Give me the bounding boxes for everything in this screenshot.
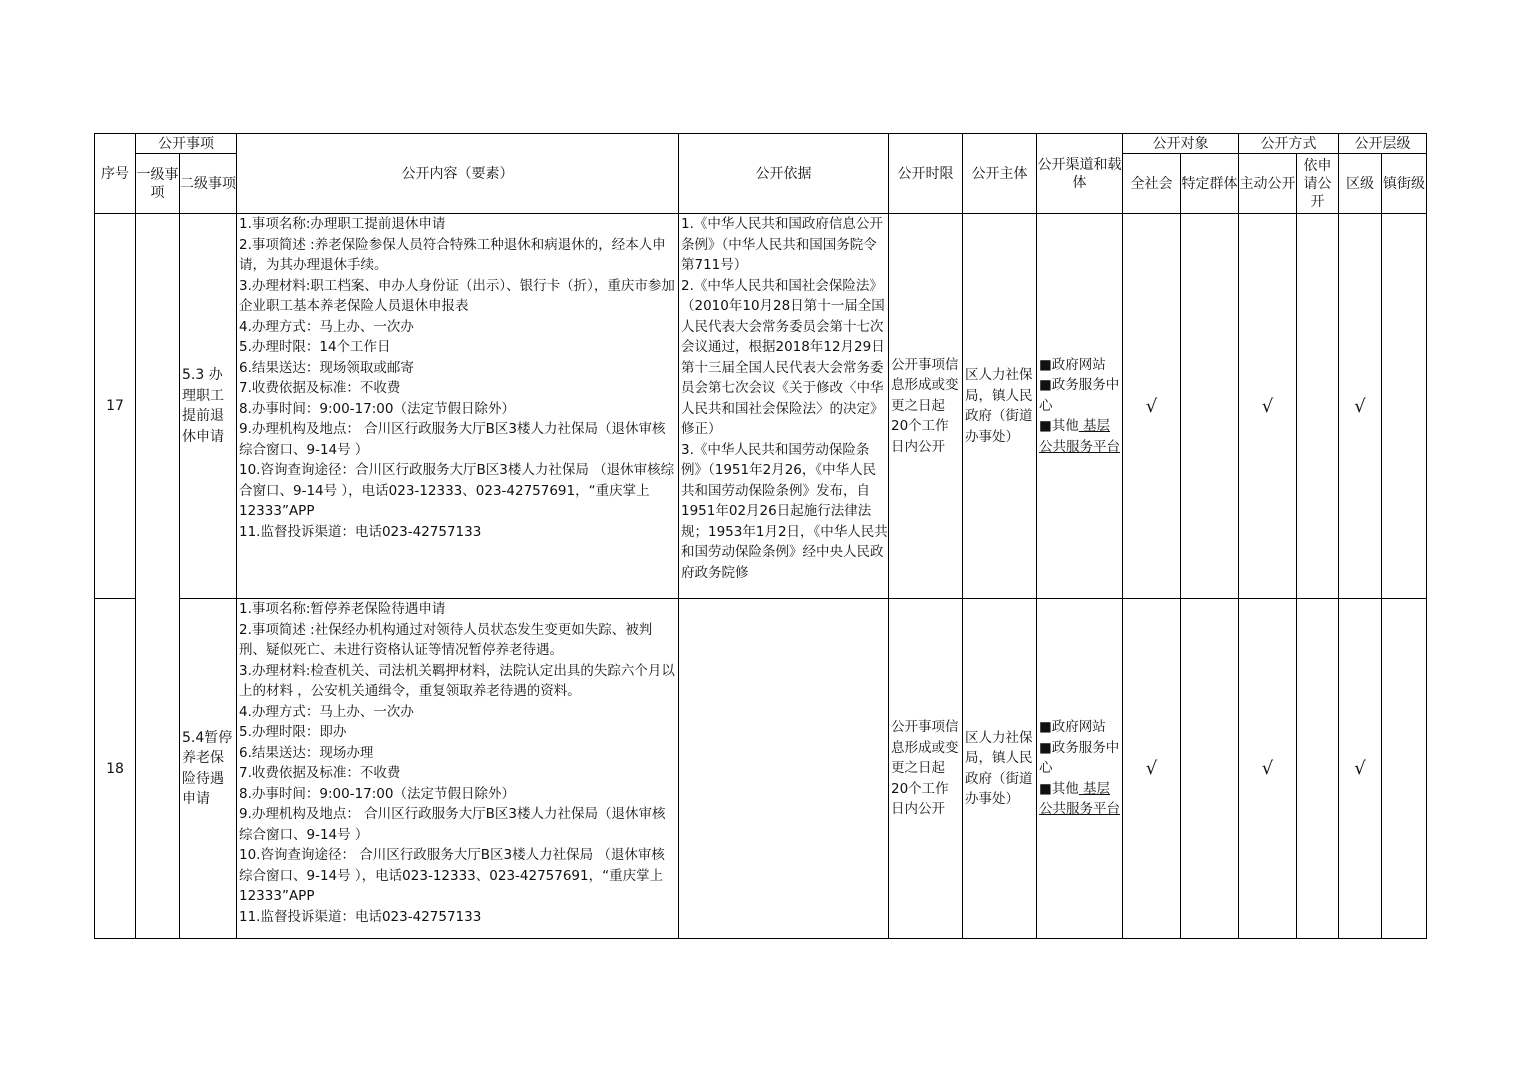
row-seq: 17 [95, 214, 136, 599]
row-seq: 18 [95, 599, 136, 939]
channel-other-platform: 基层公共服务平台 [1039, 780, 1120, 818]
check-level-district: √ [1339, 599, 1382, 939]
channel-item-website: ■政府网站 [1039, 356, 1106, 373]
disclosure-table [94, 133, 1427, 939]
row-content: 1.事项名称:办理职工提前退休申请 2.事项简述 :养老保险参保人员符合特殊工种退休和病退休的，经本人申请，为其办理退休手续。 3.办理材料:职工档案、申办人身份证（出示）、银行卡（折），重庆市参加企业职工基本养老保险人员退休申报表 4.办理方式：马上办、一次办 5.办理时限：14个工作日 6.结果送达：现场领取或邮寄 7.收费依据及标准：不收费 8.办事时间：9:00-17:00（法定节假日除外） 9.办理机构及地点： 合川区行政服务大厅B区3楼人力社保局（退休审核综合窗口、9-14号 ） 10.咨询查询途径：合川区行政服务大厅B区3楼人力社保局 （退休审核综合窗口、9-14号 ），电话023-12333、023-42757691，“重庆掌上12333”APP 11.监督投诉渠道：电话023-42757133 [239, 216, 675, 540]
row-channel [1037, 214, 1123, 599]
row-basis-cell [679, 599, 889, 939]
row-content: 1.事项名称:暂停养老保险待遇申请 2.事项简述 :社保经办机构通过对领待人员状态发生变更如失踪、被判刑、疑似死亡、未进行资格认证等情况暂停养老待遇。 3.办理材料:检查机关、司法机关羁押材料，法院认定出具的失踪六个月以上的材料 ，公安机关通缉令，重复领取养老待遇的资料。 4.办理方式：马上办、一次办 5.办理时限：即办 6.结果送达：现场办理 7.收费依据及标准：不收费 8.办事时间：9:00-17:00（法定节假日除外） 9.办理机构及地点： 合川区行政服务大厅B区3楼人力社保局（退休审核综合窗口、9-14号 ） 10.咨询查询途径： 合川区行政服务大厅B区3楼人力社保局 （退休审核综合窗口、9-14号 ），电话023-12333、023-42757691，“重庆掌上12333”APP 11.监督投诉渠道：电话023-42757133 [239, 601, 675, 925]
header-items-group: 公开事项 [136, 134, 237, 154]
channel-item-other [1039, 779, 1122, 820]
channel-other-label: ■其他 [1039, 418, 1079, 435]
header-subject: 公开主体 [963, 134, 1037, 214]
check-level-town [1382, 214, 1427, 599]
header-row-1 [95, 134, 1427, 154]
check-target-specific [1181, 214, 1239, 599]
table-row [95, 599, 1427, 939]
check-mode-active: √ [1239, 599, 1297, 939]
header-target-specific: 特定群体 [1181, 154, 1239, 214]
row-level2: 5.4暂停养老保险待遇申请 [180, 599, 237, 939]
header-level-group: 公开层级 [1339, 134, 1427, 154]
row-level2: 5.3 办理职工提前退休申请 [180, 214, 237, 599]
table-row [95, 214, 1427, 599]
row-subject: 区人力社保局，镇人民政府（街道办事处） [963, 599, 1037, 939]
header-time-limit: 公开时限 [889, 134, 963, 214]
row-content-cell [237, 599, 679, 939]
check-target-specific [1181, 599, 1239, 939]
check-mode-request [1297, 214, 1339, 599]
channel-item-other [1039, 416, 1122, 457]
header-level2: 二级事项 [180, 154, 237, 214]
check-target-all: √ [1123, 599, 1181, 939]
header-channel: 公开渠道和载体 [1037, 134, 1123, 214]
row-time-limit: 公开事项信息形成或变更之日起20个工作日内公开 [889, 214, 963, 599]
channel-item-service-center: ■政务服务中心 [1039, 739, 1120, 777]
header-level-town: 镇街级 [1382, 154, 1427, 214]
check-target-all: √ [1123, 214, 1181, 599]
header-basis: 公开依据 [679, 134, 889, 214]
header-target-all: 全社会 [1123, 154, 1181, 214]
row-subject: 区人力社保局，镇人民政府（街道办事处） [963, 214, 1037, 599]
row-time-limit: 公开事项信息形成或变更之日起20个工作日内公开 [889, 599, 963, 939]
header-level1: 一级事项 [136, 154, 180, 214]
row-channel [1037, 599, 1123, 939]
check-level-district: √ [1339, 214, 1382, 599]
header-level-district: 区级 [1339, 154, 1382, 214]
channel-item-service-center: ■政务服务中心 [1039, 377, 1120, 414]
header-target-group: 公开对象 [1123, 134, 1239, 154]
row-content-cell [237, 214, 679, 599]
row-basis-cell [679, 214, 889, 599]
channel-item-website: ■政府网站 [1039, 719, 1106, 736]
check-mode-active: √ [1239, 214, 1297, 599]
row-basis: 1.《中华人民共和国政府信息公开条例》（中华人民共和国国务院令第711号） 2.《中华人民共和国社会保险法》（2010年10月28日第十一届全国人民代表大会常务委员会第十七次会议通过，根据2018年12月29日第十三届全国人民代表大会常务委员会第七次会议《关于修改〈中华人民共和国社会保险法〉的决定》修正） 3.《中华人民共和国劳动保险条例》（1951年2月26，《中华人民共和国劳动保险条例》发布，自1951年02月26日起施行法律法规；1953年1月2日，《中华人民共和国劳动保险条例》经中央人民政府政务院修 [681, 216, 888, 581]
check-level-town [1382, 599, 1427, 939]
channel-other-platform: 基层公共服务平台 [1039, 418, 1120, 455]
channel-other-label: ■其他 [1039, 780, 1079, 797]
header-mode-request: 依申请公开 [1297, 154, 1339, 214]
row-level1 [136, 214, 180, 939]
header-seq: 序号 [95, 134, 136, 214]
check-mode-request [1297, 599, 1339, 939]
header-content: 公开内容（要素） [237, 134, 679, 214]
header-mode-group: 公开方式 [1239, 134, 1339, 154]
header-mode-active: 主动公开 [1239, 154, 1297, 214]
